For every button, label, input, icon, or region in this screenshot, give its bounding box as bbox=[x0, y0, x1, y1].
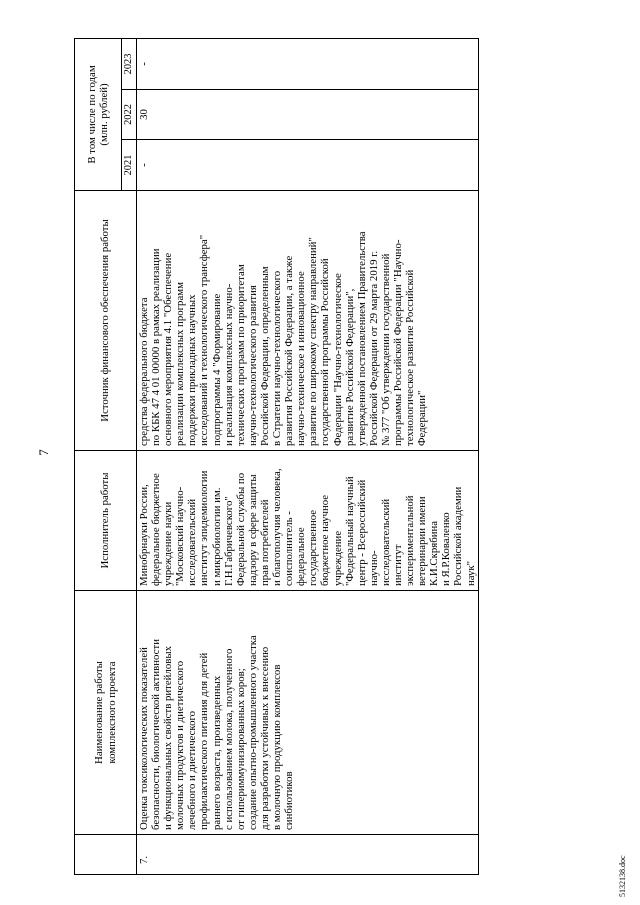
project-works-table bbox=[74, 38, 479, 875]
row-value-2022: 30 bbox=[137, 90, 479, 140]
row-funding-source: средства федерального бюджета по КБК 47 4 01 00000 в рамках реализации основного мероприятия 4.1 "Обеспечение реализации комплексных программ поддержки прикладных научных исследований и технологического трансфера" подпрограммы 4 "Формирование и реализация комплексных научно- технических программ по приоритетам научно-технологического развития Российской Федерации, определенным в Стратегии научно-технологического развития Российской Федерации, а также научно-техническое и инновационное развитие по широкому спектру направлений" государственной программы Российской Федерации "Научно-технологическое развитие Российской Федерации", утвержденной постановлением Правительства Российской Федерации от 29 марта 2019 г. № 377 "Об утверждении государственной программы Российской Федерации "Научно- технологическое развитие Российской Федерации" bbox=[137, 191, 479, 451]
header-years-group: В том числе по годам (млн. рублей) bbox=[75, 38, 122, 190]
row-number: 7. bbox=[137, 835, 479, 875]
header-year-2023: 2023 bbox=[122, 38, 137, 89]
header-year-2022: 2022 bbox=[122, 90, 137, 140]
table-row bbox=[137, 38, 479, 874]
header-funding-source: Источник финансового обеспечения работы bbox=[75, 191, 137, 451]
header-year-2021: 2021 bbox=[122, 140, 137, 191]
header-executor: Исполнитель работы bbox=[75, 451, 137, 591]
page-number: 7 bbox=[36, 449, 51, 456]
document-code: 5132138.doc bbox=[618, 855, 627, 897]
row-value-2021: - bbox=[137, 140, 479, 191]
row-executor: Минобрнауки России, федеральное бюджетное учреждение науки "Московский научно- исследовательский институт эпидемиологии и микробиологии им. Г.Н.Габричевского" Федеральной службы по надзору в сфере защиты прав потребителей и благополучия человека, соисполнитель - федеральное государственное бюджетное научное учреждение "Федеральный научный центр - Всероссийский научно- исследовательский институт экспериментальной ветеринарии имени К.И.Скрябина и Я.Р.Коваленко Российской академии наук" bbox=[137, 451, 479, 591]
header-number bbox=[75, 835, 137, 875]
header-work-name: Наименование работы комплексного проекта bbox=[75, 591, 137, 835]
row-value-2023: - bbox=[137, 38, 479, 89]
row-work-name: Оценка токсикологических показателей безопасности, биологической активности и функциональных свойств ритейловых молочных продуктов и диетического лечебного и диетического профилактического питания для детей раннего возраста, произведенных с использованием молока, полученного от гипериммунизированных коров; создание опытно-промышленного участка для разработки устойчивых к внесению в молочную продукцию комплексов синбиотиков bbox=[137, 591, 479, 835]
